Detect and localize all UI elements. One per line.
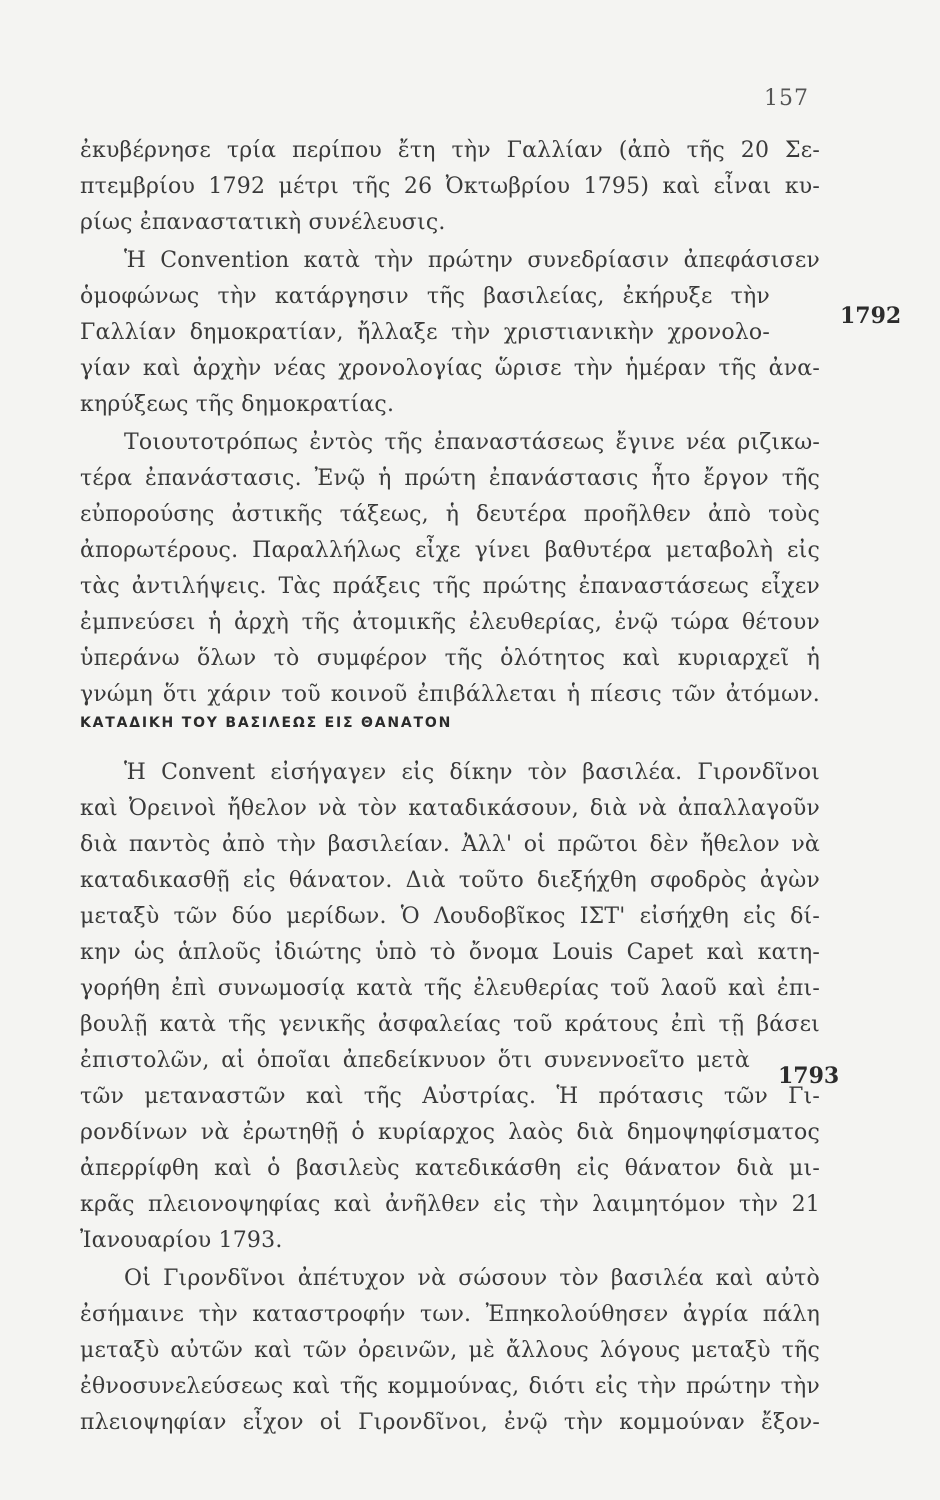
text-line: ρίως ἐπαναστατικὴ συνέλευσις. <box>80 210 446 235</box>
text-line: ἐμπνεύσει ἡ ἀρχὴ τῆς ἀτομικῆς ἐλευθερίας, ἐνῷ τώρα θέτουν <box>80 610 820 635</box>
text-line: κρᾶς πλειονοψηφίας καὶ ἀνῆλθεν εἰς τὴν λαιμητόμον τὴν 21 <box>80 1192 820 1217</box>
text-line: βουλῇ κατὰ τῆς γενικῆς ἀσφαλείας τοῦ κράτους ἐπὶ τῇ βάσει <box>80 1012 820 1037</box>
margin-year: 1793 <box>778 1063 840 1089</box>
section-heading: ΚΑΤΑΔΙΚΗ ΤΟΥ ΒΑΣΙΛΕΩΣ ΕΙΣ ΘΑΝΑΤΟΝ <box>80 715 453 731</box>
text-line: Οἱ Γιρονδῖνοι ἀπέτυχον νὰ σώσουν τὸν βασιλέα καὶ αὐτὸ <box>124 1266 820 1291</box>
text-line: ἐπιστολῶν, αἱ ὁποῖαι ἀπεδείκνυον ὅτι συνεννοεῖτο μετὰ <box>80 1048 750 1073</box>
text-line: Ἡ Convention κατὰ τὴν πρώτην συνεδρίασιν ἀπεφάσισεν <box>124 248 820 273</box>
text-line: Ἡ Convent εἰσήγαγεν εἰς δίκην τὸν βασιλέα. Γιρονδῖνοι <box>124 760 820 785</box>
page-number: 157 <box>764 86 809 111</box>
text-line: τὰς ἀντιλήψεις. Τὰς πράξεις τῆς πρώτης ἐπαναστάσεως εἶχεν <box>80 574 820 599</box>
text-line: ἀπερρίφθη καὶ ὁ βασιλεὺς κατεδικάσθη εἰς θάνατον διὰ μι- <box>80 1156 820 1181</box>
text-line: Γαλλίαν δημοκρατίαν, ἤλλαξε τὴν χριστιανικὴν χρονολο- <box>80 320 770 345</box>
text-line: πλειοψηφίαν εἶχον οἱ Γιρονδῖνοι, ἐνῷ τὴν κομμούναν ἔξον- <box>80 1410 820 1435</box>
text-line: ἐθνοσυνελεύσεως καὶ τῆς κομμούνας, διότι εἰς τὴν πρώτην τὴν <box>80 1374 820 1399</box>
text-line: ρονδίνων νὰ ἐρωτηθῇ ὁ κυρίαρχος λαὸς διὰ δημοψηφίσματος <box>80 1120 820 1145</box>
text-line: κηρύξεως τῆς δημοκρατίας. <box>80 392 395 417</box>
margin-year: 1792 <box>840 303 902 329</box>
text-line: γορήθη ἐπὶ συνωμοσίᾳ κατὰ τῆς ἐλευθερίας τοῦ λαοῦ καὶ ἐπι- <box>80 976 820 1001</box>
text-line: καταδικασθῇ εἰς θάνατον. Διὰ τοῦτο διεξήχθη σφοδρὸς ἀγὼν <box>80 868 820 893</box>
text-line: ὁμοφώνως τὴν κατάργησιν τῆς βασιλείας, ἐκήρυξε τὴν <box>80 284 770 309</box>
text-line: διὰ παντὸς ἀπὸ τὴν βασιλείαν. Ἀλλ' οἱ πρῶτοι δὲν ἤθελον νὰ <box>80 832 820 857</box>
text-line: ἐκυβέρνησε τρία περίπου ἔτη τὴν Γαλλίαν (ἀπὸ τῆς 20 Σε- <box>80 138 820 163</box>
text-line: κην ὡς ἁπλοῦς ἰδιώτης ὑπὸ τὸ ὄνομα Louis Capet καὶ κατη- <box>80 940 820 965</box>
text-line: τῶν μεταναστῶν καὶ τῆς Αὐστρίας. Ἡ πρότασις τῶν Γι- <box>80 1084 820 1109</box>
text-line: Τοιουτοτρόπως ἐντὸς τῆς ἐπαναστάσεως ἔγινε νέα ριζικω- <box>124 430 820 455</box>
text-line: Ἰανουαρίου 1793. <box>80 1228 283 1253</box>
text-line: ὑπεράνω ὅλων τὸ συμφέρον τῆς ὁλότητος καὶ κυριαρχεῖ ἡ <box>80 646 820 671</box>
text-line: πτεμβρίου 1792 μέτρι τῆς 26 Ὀκτωβρίου 1795) καὶ εἶναι κυ- <box>80 174 820 199</box>
text-line: εὐπορούσης ἀστικῆς τάξεως, ἡ δευτέρα προῆλθεν ἀπὸ τοὺς <box>80 502 820 527</box>
text-line: ἐσήμαινε τὴν καταστροφήν των. Ἐπηκολούθησεν ἀγρία πάλη <box>80 1302 820 1327</box>
text-line: γίαν καὶ ἀρχὴν νέας χρονολογίας ὥρισε τὴν ἡμέραν τῆς ἀνα- <box>80 356 820 381</box>
text-line: τέρα ἐπανάστασις. Ἐνῷ ἡ πρώτη ἐπανάστασις ἦτο ἔργον τῆς <box>80 466 820 491</box>
text-line: μεταξὺ τῶν δύο μερίδων. Ὁ Λουδοβῖκος ΙΣΤ' εἰσήχθη εἰς δί- <box>80 904 820 929</box>
text-line: καὶ Ὀρεινοὶ ἤθελον νὰ τὸν καταδικάσουν, διὰ νὰ ἀπαλλαγοῦν <box>80 796 820 821</box>
text-line: γνώμη ὅτι χάριν τοῦ κοινοῦ ἐπιβάλλεται ἡ πίεσις τῶν ἀτόμων. <box>80 682 820 707</box>
text-line: ἀπορωτέρους. Παραλλήλως εἶχε γίνει βαθυτέρα μεταβολὴ εἰς <box>80 538 820 563</box>
text-line: μεταξὺ αὐτῶν καὶ τῶν ὀρεινῶν, μὲ ἄλλους λόγους μεταξὺ τῆς <box>80 1338 820 1363</box>
